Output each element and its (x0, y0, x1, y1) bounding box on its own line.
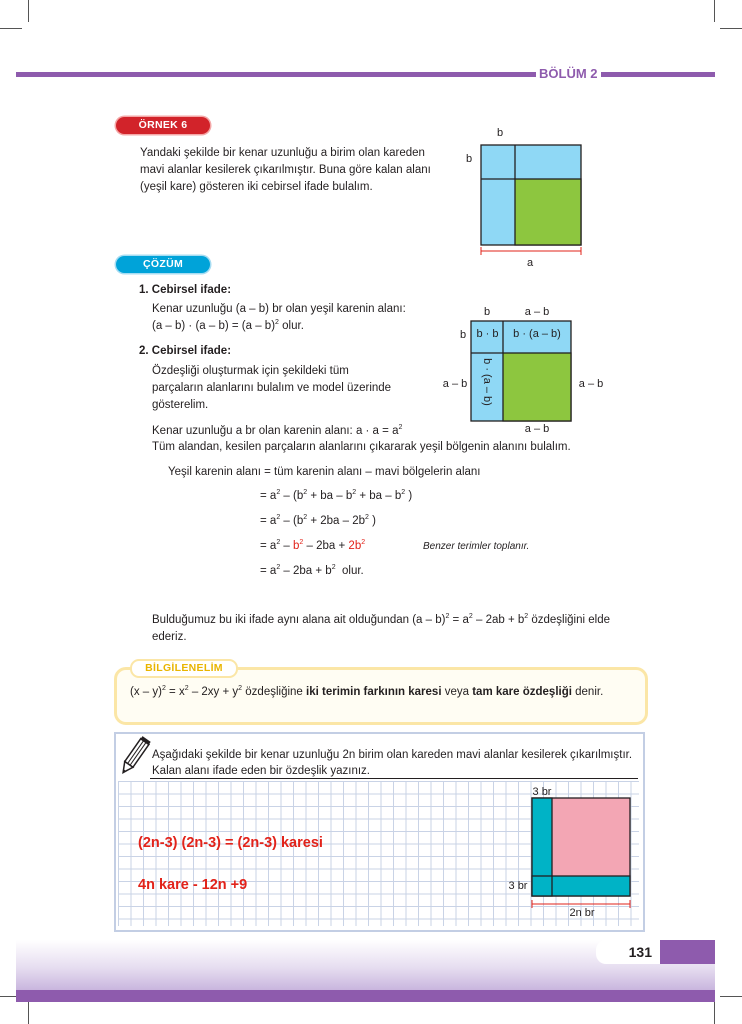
solution-p2: Özdeşliği oluşturmak için şekildeki tüm parçaların alanlarını bulalım ve model üzerinde gösterelim. (152, 365, 392, 411)
fig2-top-amb: a – b (524, 306, 550, 318)
solution-p3: Kenar uzunluğu a br olan karenin alanı: $a \cdot a = a^2$ (152, 424, 403, 437)
fig2-left-b: b (459, 329, 467, 341)
fig2-cell-bb: b · b (476, 328, 499, 340)
answer-1: (2n-3) (2n-3) = (2n-3) karesi (138, 835, 323, 851)
page-number-tab (660, 940, 715, 964)
equation-line-4: = $a^2 - 2ba + b^2$ olur. (260, 564, 364, 577)
example-badge: ÖRNEK 6 (116, 117, 210, 134)
answer-2: 4n kare - 12n +9 (138, 877, 248, 893)
conclusion: Bulduğumuz bu iki ifade aynı alana ait olduğundan $(a - b)^2 = a^2 - 2ab + b^2$ özdeşliğini elde (152, 613, 611, 626)
exercise-figure (530, 796, 634, 912)
fig2-bottom-amb: a – b (524, 423, 550, 435)
fig2-cell-left: b · (a – b) (481, 358, 493, 406)
conclusion-2: ederiz. (152, 631, 187, 643)
page-number: 131 (628, 944, 652, 960)
solution-p1a: Kenar uzunluğu (a – b) br olan yeşil karenin alanı: (152, 303, 406, 315)
solution-p4: Tüm alandan, kesilen parçaların alanlarını çıkararak yeşil bölgenin alanını bulalım. (152, 441, 571, 453)
solution-h2: 2. Cebirsel ifade: (139, 345, 232, 357)
exercise-line-2: Kalan alanı ifade eden bir özdeşlik yazınız. (152, 765, 370, 777)
chapter-label: BÖLÜM 2 (539, 66, 598, 81)
pencil-icon (117, 734, 151, 780)
info-text: $(x - y)^2 = x^2 - 2xy + y^2$ özdeşliğine iki terimin farkının karesi veya tam kare özdeşliği denir. (130, 685, 604, 698)
solution-badge: ÇÖZÜM (116, 256, 210, 273)
fig2-cell-top: b · (a – b) (513, 328, 561, 340)
info-badge: BİLGİLENELİM (130, 659, 238, 678)
solution-h1: 1. Cebirsel ifade: (139, 284, 232, 296)
exercise-line-1: Aşağıdaki şekilde bir kenar uzunluğu 2n birim olan kareden mavi alanlar kesilerek çıkarılmıştır. (152, 749, 633, 761)
fig3-bottom: 2n br (569, 907, 595, 919)
equation-line-0: Yeşil karenin alanı = tüm karenin alanı – mavi bölgelerin alanı (168, 466, 481, 478)
footer-purple-bar (16, 990, 715, 1002)
fig3-top: 3 br (532, 786, 552, 798)
fig2-right-amb: a – b (578, 378, 604, 390)
fig2-top-b: b (483, 306, 491, 318)
fig1-b-top: b (496, 127, 504, 139)
fig1-b-left: b (465, 153, 473, 165)
fig3-left: 3 br (508, 880, 528, 892)
equation-line-2: = $a^2 - (b^2 + 2ba - 2b^2$ ) (260, 514, 376, 527)
equation-line-1: = $a^2 - (b^2$ + ba – $b^2$ + ba – $b^2$ ) (260, 489, 413, 502)
header-rule (16, 72, 536, 77)
example-figure (460, 124, 600, 270)
equation-note: Benzer terimler toplanır. (423, 541, 530, 552)
example-text: Yandaki şekilde bir kenar uzunluğu a birim olan kareden mavi alanlar kesilerek çıkarılmıştır. Buna göre kalan alanı (yeşil kare) gösteren iki cebirsel ifade bulalım. (140, 147, 431, 193)
fig2-left-amb: a – b (442, 378, 468, 390)
fig1-a-bottom: a (526, 257, 534, 269)
equation-line-3: = $a^2 - b^2 - 2ba + 2b^2$ (260, 539, 366, 552)
solution-p1b: (a – b) · (a – b) = (a – b)$^2$ olur. (152, 319, 304, 332)
